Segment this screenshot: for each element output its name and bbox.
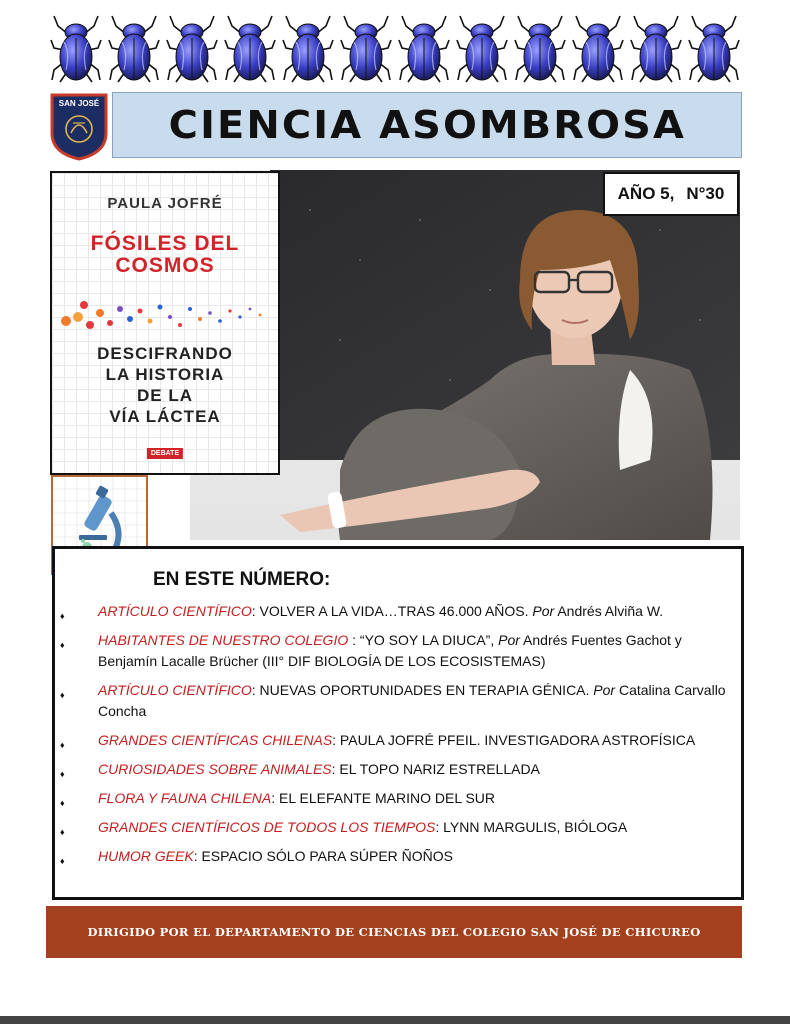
item-author: Andrés Fuentes Gachot y Benjamín Lacalle Brücher (III° DIF BIOLOGÍA DE LOS ECOSISTEMAS) [98,632,682,669]
beetle-icon [282,12,334,88]
bullet-icon: ♦ [60,827,65,837]
separator: : [271,790,276,806]
section-name: CURIOSIDADES SOBRE ANIMALES [98,761,332,777]
magazine-title: CIENCIA ASOMBROSA [168,103,686,147]
footer-text: DIRIGIDO POR EL DEPARTAMENTO DE CIENCIAS DEL COLEGIO SAN JOSÉ DE CHICUREO [87,925,701,939]
book-author: PAULA JOFRÉ [107,195,223,212]
separator: : [251,603,256,619]
separator: : [193,848,198,864]
bullet-icon: ♦ [60,611,65,621]
page-bottom-edge [0,1016,790,1024]
beetle-icon [398,12,450,88]
beetle-icon [456,12,508,88]
list-item [55,630,741,672]
bullet-icon: ♦ [60,769,65,779]
beetle-icon [50,12,102,88]
book-publisher: DEBATE [147,448,183,459]
beetle-border [50,12,740,90]
section-name: FLORA Y FAUNA CHILENA [98,790,272,806]
section-name: GRANDES CIENTÍFICAS CHILENAS [98,732,333,748]
by-label: Por [498,632,520,648]
item-author: Catalina Carvallo Concha [98,682,726,719]
issue-year: AÑO 5, [617,184,675,203]
beetle-icon [572,12,624,88]
table-of-contents [52,546,744,900]
book-title-line: FÓSILES DEL [90,232,240,255]
bullet-icon: ♦ [60,690,65,700]
beetle-icon [688,12,740,88]
list-item [55,730,741,751]
separator: : [332,732,337,748]
bullet-icon: ♦ [60,740,65,750]
section-name: HUMOR GEEK [98,848,194,864]
section-name: HABITANTES DE NUESTRO COLEGIO [98,632,349,648]
section-name: ARTÍCULO CIENTÍFICO [98,603,252,619]
list-item [55,817,741,838]
list-item [55,788,741,809]
bullet-icon: ♦ [60,856,65,866]
beetle-icon [108,12,160,88]
book-subtitle-line: VÍA LÁCTEA [109,407,221,426]
bullet-icon: ♦ [60,640,65,650]
separator: : [435,819,440,835]
book-subtitle [52,343,278,427]
beetle-icon [224,12,276,88]
item-text: “YO SOY LA DIUCA”, [356,632,499,648]
beetle-icon [340,12,392,88]
item-text: ESPACIO SÓLO PARA SÚPER ÑOÑOS [197,848,454,864]
list-item [55,846,741,867]
book-title [52,233,278,277]
issue-number-box [603,172,739,216]
item-text: VOLVER A LA VIDA…TRAS 46.000 AÑOS. [255,603,533,619]
item-text: LYNN MARGULIS, BIÓLOGA [439,819,628,835]
book-subtitle-line: DE LA [137,386,193,405]
masthead [112,92,742,158]
item-text: EL ELEFANTE MARINO DEL SUR [275,790,496,806]
footer-banner [46,906,742,958]
issue-number: N°30 [686,184,725,203]
separator: : [251,682,256,698]
item-text: NUEVAS OPORTUNIDADES EN TERAPIA GÉNICA. [255,682,594,698]
beetle-icon [166,12,218,88]
separator: : [331,761,336,777]
list-item [55,601,741,622]
item-text: PAULA JOFRÉ PFEIL. INVESTIGADORA ASTROFÍSICA [336,732,696,748]
beetle-icon [630,12,682,88]
beetle-icon [514,12,566,88]
list-item [55,680,741,722]
book-title-line: COSMOS [115,254,215,277]
item-author: Andrés Alviña W. [554,603,664,619]
school-crest-logo [50,93,108,161]
book-dots-illustration [60,291,270,336]
bullet-icon: ♦ [60,798,65,808]
svg-text:SAN JOSÉ: SAN JOSÉ [58,99,100,108]
book-subtitle-line: LA HISTORIA [105,365,225,384]
contents-list [55,601,741,875]
contents-title: EN ESTE NÚMERO: [153,569,331,590]
by-label: Por [593,682,616,698]
separator: : [348,632,357,648]
section-name: GRANDES CIENTÍFICOS DE TODOS LOS TIEMPOS [98,819,436,835]
section-name: ARTÍCULO CIENTÍFICO [98,682,252,698]
item-text: EL TOPO NARIZ ESTRELLADA [335,761,540,777]
list-item [55,759,741,780]
by-label: Por [532,603,555,619]
book-subtitle-line: DESCIFRANDO [97,344,233,363]
book-cover [50,171,280,475]
